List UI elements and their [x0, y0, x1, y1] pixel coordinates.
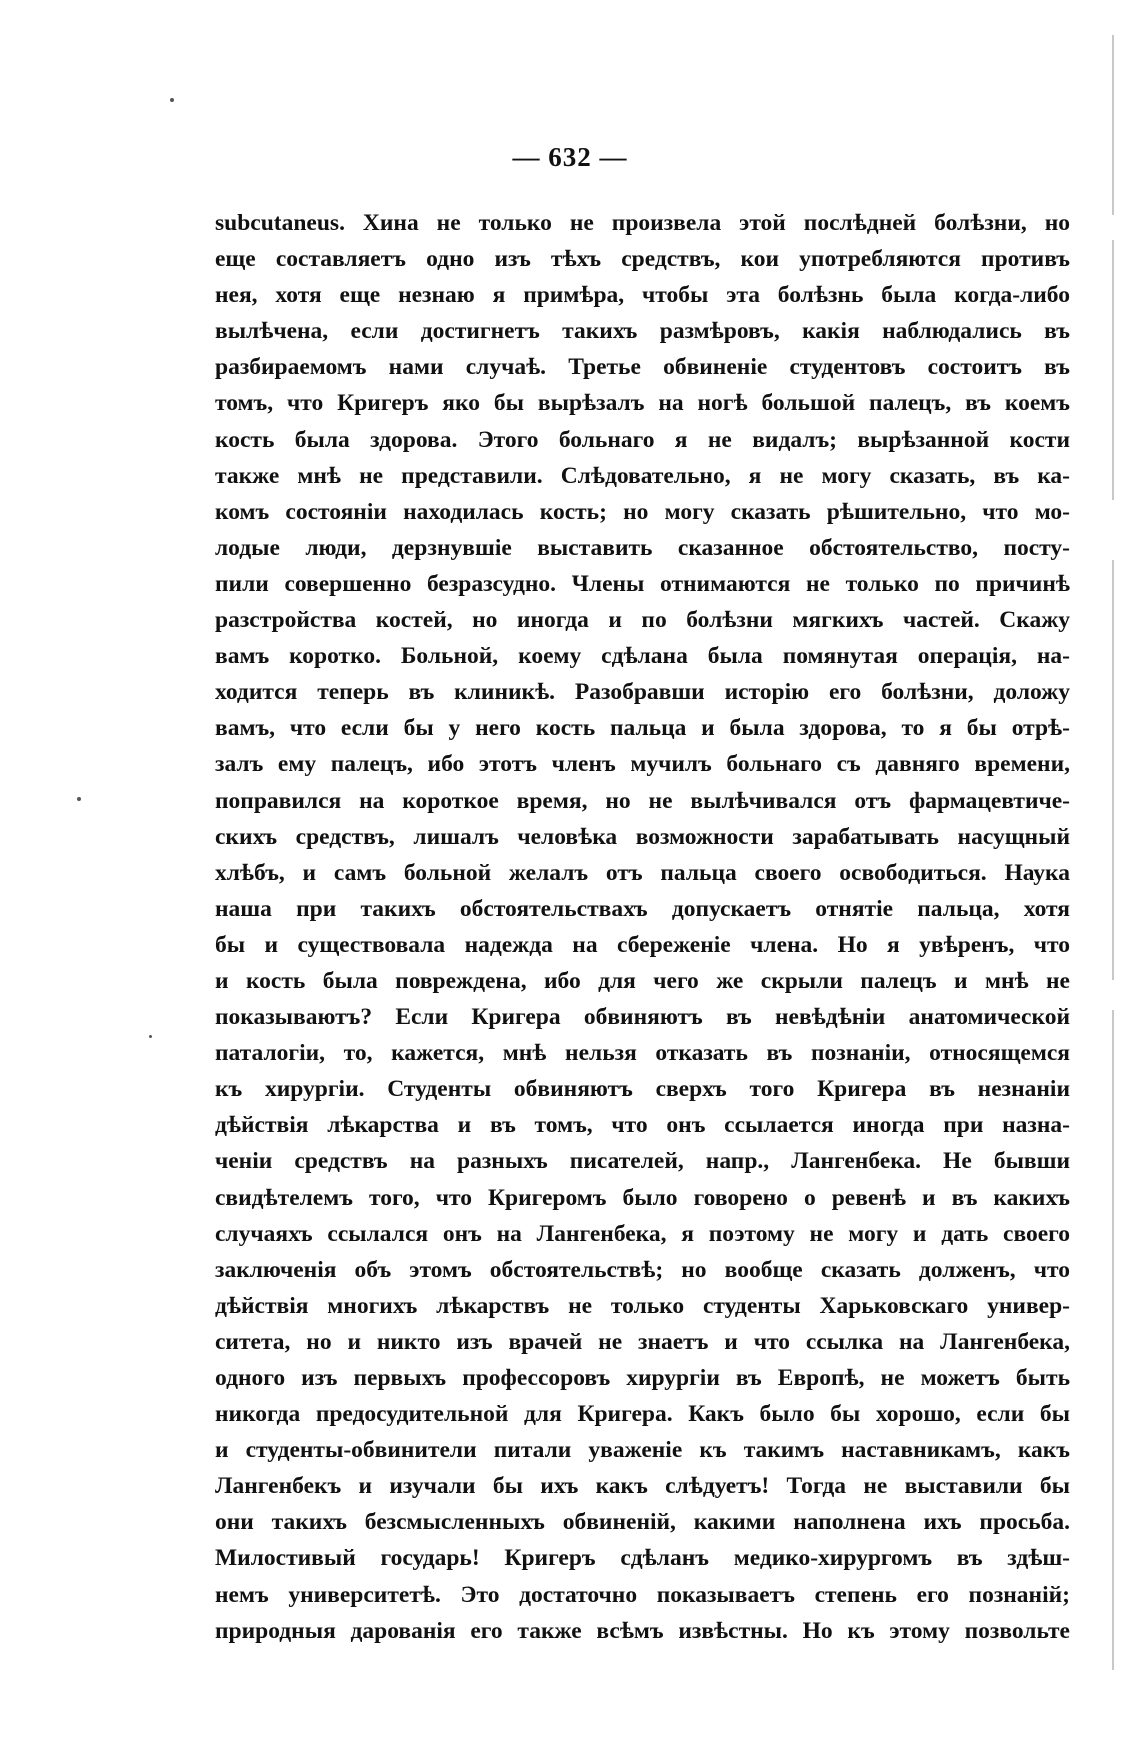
text-line: къ хирургіи. Студенты обвиняютъ сверхъ того Кригера въ незнаніи	[215, 1076, 1070, 1103]
text-line: разбираемомъ нами случаѣ. Третье обвиненіе студентовъ состоитъ въ	[215, 354, 1070, 381]
text-line: ченіи средствъ на разныхъ писателей, напр., Лангенбека. Не бывши	[215, 1148, 1070, 1175]
page-number: — 632 —	[512, 142, 628, 172]
text-line: еще составляетъ одно изъ тѣхъ средствъ, кои употребляются противъ	[215, 246, 1070, 273]
text-line: бы и существовала надежда на сбереженіе члена. Но я увѣренъ, что	[215, 931, 1070, 958]
page-edge-shadow	[1112, 240, 1114, 500]
text-line: лодые люди, дерзнувшіе выставить сказанное обстоятельство, посту-	[215, 534, 1070, 561]
text-line: дѣйствія лѣкарства и въ томъ, что онъ ссылается иногда при назна-	[215, 1112, 1070, 1139]
text-line: Милостивый государь! Кригеръ сдѣланъ медико-хирургомъ въ здѣш-	[215, 1545, 1070, 1572]
text-line: томъ, что Кригеръ яко бы вырѣзалъ на ногѣ большой палецъ, въ коемъ	[215, 390, 1070, 417]
body-text	[215, 205, 1070, 1649]
text-line: заключенія объ этомъ обстоятельствѣ; но вообще сказать долженъ, что	[215, 1256, 1070, 1283]
print-speck	[149, 1035, 152, 1038]
text-line: наша при такихъ обстоятельствахъ допускаетъ отнятіе пальца, хотя	[215, 895, 1070, 922]
text-line: ситета, но и никто изъ врачей не знаетъ и что ссылка на Лангенбека,	[215, 1328, 1070, 1355]
text-line: случаяхъ ссылался онъ на Лангенбека, я поэтому не могу и дать своего	[215, 1220, 1070, 1247]
text-line: дѣйствія многихъ лѣкарствъ не только студенты Харьковскаго универ-	[215, 1292, 1070, 1319]
text-line: одного изъ первыхъ профессоровъ хирургіи въ Европѣ, не можетъ быть	[215, 1365, 1070, 1391]
page-edge-shadow	[1112, 1010, 1114, 1670]
text-line: пили совершенно безразсудно. Члены отнимаются не только по причинѣ	[215, 570, 1070, 597]
text-line: комъ состояніи находилась кость; но могу сказать рѣшительно, что мо-	[215, 498, 1070, 525]
text-line: паталогіи, то, кажется, мнѣ нельзя отказать въ познаніи, относящемся	[215, 1040, 1070, 1067]
text-line: subcutaneus. Хина не только не произвела этой послѣдней болѣзни, но	[215, 210, 1070, 236]
text-line: показываютъ? Если Кригера обвиняютъ въ невѣдѣніи анатомической	[215, 1004, 1070, 1031]
text-line: никогда предосудительной для Кригера. Какъ было бы хорошо, если бы	[215, 1401, 1070, 1428]
text-line: вамъ, что если бы у него кость пальца и была здорова, то я бы отрѣ-	[215, 715, 1070, 742]
text-line: вылѣчена, если достигнетъ такихъ размѣровъ, какія наблюдались въ	[215, 318, 1070, 345]
print-speck	[77, 797, 81, 801]
text-line: также мнѣ не представили. Слѣдовательно, я не могу сказать, въ ка-	[215, 462, 1070, 489]
text-line: хлѣбъ, и самъ больной желалъ отъ пальца своего освободиться. Наука	[215, 859, 1070, 886]
page-edge-shadow	[1112, 560, 1114, 980]
text-line: ходится теперь въ клиникѣ. Разобравши исторію его болѣзни, доложу	[215, 679, 1070, 706]
text-line: немъ университетѣ. Это достаточно показываетъ степень его познаній;	[215, 1581, 1070, 1608]
text-line: и студенты-обвинители питали уваженіе къ такимъ наставникамъ, какъ	[215, 1437, 1070, 1464]
text-line: кость была здорова. Этого больнаго я не видалъ; вырѣзанной кости	[215, 426, 1070, 453]
text-line: природныя дарованія его также всѣмъ извѣстны. Но къ этому позвольте	[215, 1617, 1070, 1644]
page-edge-shadow	[1112, 35, 1114, 215]
text-line: поправился на короткое время, но не вылѣчивался отъ фармацевтиче-	[215, 787, 1070, 814]
text-line: залъ ему палецъ, ибо этотъ членъ мучилъ больнаго съ давняго времени,	[215, 751, 1070, 778]
text-line: Лангенбекъ и изучали бы ихъ какъ слѣдуетъ! Тогда не выставили бы	[215, 1473, 1070, 1500]
text-line: вамъ коротко. Больной, коему сдѣлана была помянутая операція, на-	[215, 643, 1070, 670]
text-line: они такихъ безсмысленныхъ обвиненій, какими наполнена ихъ просьба.	[215, 1509, 1070, 1536]
text-line: нея, хотя еще незнаю я примѣра, чтобы эта болѣзнь была когда-либо	[215, 282, 1070, 309]
text-line: свидѣтелемъ того, что Кригеромъ было говорено о ревенѣ и въ какихъ	[215, 1184, 1070, 1211]
print-speck	[170, 98, 174, 102]
text-line: скихъ средствъ, лишалъ человѣка возможности зарабатывать насущный	[215, 823, 1070, 850]
text-line: разстройства костей, но иногда и по болѣзни мягкихъ частей. Скажу	[215, 607, 1070, 634]
text-line: и кость была повреждена, ибо для чего же скрыли палецъ и мнѣ не	[215, 967, 1070, 994]
